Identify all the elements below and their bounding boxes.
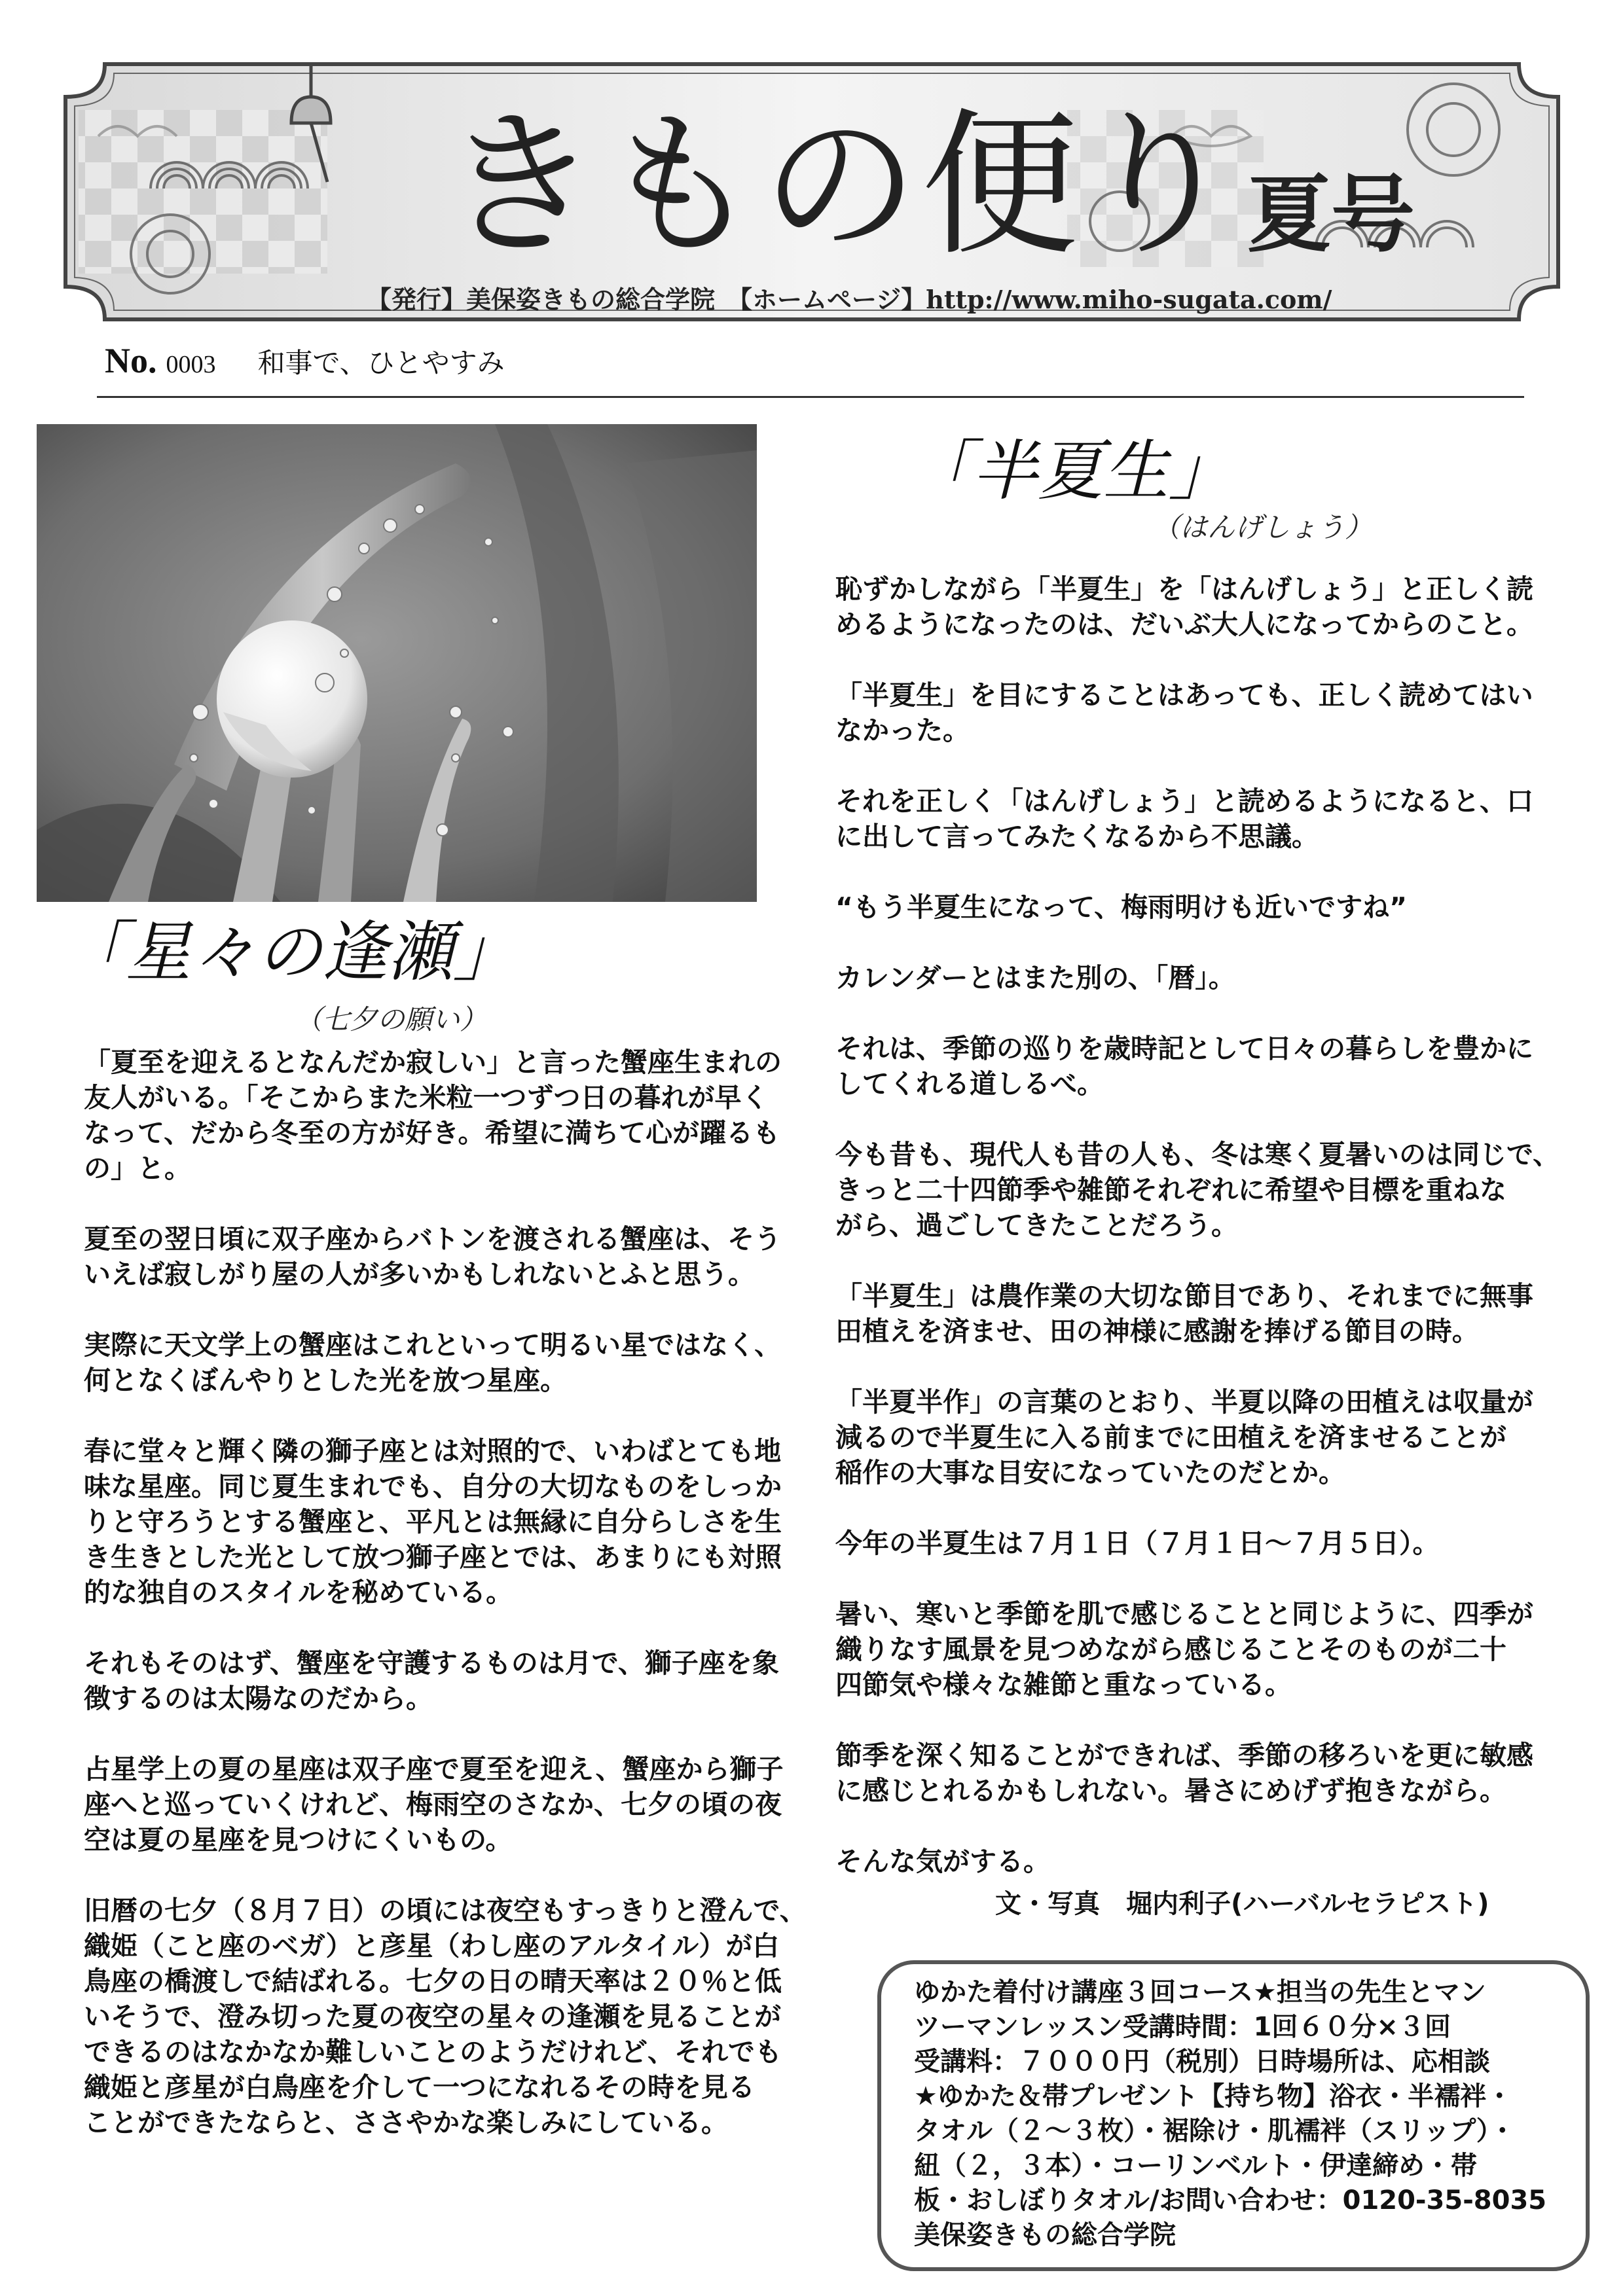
issue-number-value: 0003: [166, 351, 216, 378]
right-paragraph: 節季を深く知ることができれば、季節の移ろいを更に敏感 に感じとれるかもしれない。暑さにめげず抱きながら。: [835, 1740, 1533, 1806]
right-article-body: [835, 571, 1582, 1879]
left-paragraph: 旧暦の七夕（８月７日）の頃には夜空もすっきりと澄んで、 織姫（こと座のベガ）と彦星（わし座のアルタイル）が白 鳥座の橋渡しで結ばれる。七夕の日の晴天率は２０％と低 いそうで、澄み切った夏の夜空の星々の逢瀬を見ることが できるのはなかなか難しいことのようだけれど、それでも 織姫と彦星が白鳥座を介して一つになれるその時を見る ことができたならと、ささやかな楽しみにしている。: [84, 1895, 807, 2138]
right-paragraph: それを正しく「はんげしょう」と読めるようになると、口 に出して言ってみたくなるから不思議。: [835, 785, 1533, 852]
yukata-course-info: ゆかた着付け講座３回コース★担当の先生とマン ツーマンレッスン受講時間：1回６０分×３回 受講料：７０００円（税別）日時場所は、応相談 ★ゆかた＆帯プレゼント【持ち物】浴衣・半襦袢・ タオル（２〜３枚）・裾除け・肌襦袢（スリップ）・ 紐（２，３本）・コーリンベルト・伊達締め・帯 板・おしぼりタオル/お問い合わせ：0120-35-8035 美保姿きもの総合学院: [914, 1977, 1547, 2250]
right-paragraph: “もう半夏生になって、梅雨明けも近いですね”: [835, 891, 1408, 923]
right-paragraph: 「半夏半作」の言葉のとおり、半夏以降の田植えは収量が 減るので半夏生に入る前までに田植えを済ませることが 稲作の大事な目安になっていたのだとか。: [835, 1386, 1533, 1488]
issue-number-label: No.: [105, 341, 157, 380]
header-divider: [97, 396, 1524, 398]
right-paragraph: 「半夏生」は農作業の大切な節目であり、それまでに無事 田植えを済ませ、田の神様に感謝を捧げる節目の時。: [835, 1280, 1533, 1347]
header-banner: [59, 58, 1565, 326]
right-paragraph: そんな気がする。: [835, 1846, 1050, 1877]
left-article-body: [84, 1045, 817, 2140]
left-paragraph: 占星学上の夏の星座は双子座で夏至を迎え、蟹座から獅子 座へと巡っていくけれど、梅雨空のさなか、七夕の頃の夜 空は夏の星座を見つけにくいもの。: [84, 1753, 784, 1856]
left-paragraph: それもそのはず、蟹座を守護するものは月で、獅子座を象 徴するのは太陽なのだから。: [84, 1647, 779, 1714]
right-paragraph: カレンダーとはまた別の、「暦」。: [835, 962, 1235, 994]
author-credit: 文・写真 堀内利子(ハーバルセラピスト): [995, 1889, 1489, 1919]
newsletter-title: きもの便り: [442, 94, 1241, 277]
right-paragraph: 今年の半夏生は７月１日（７月１日〜７月５日）。: [835, 1528, 1440, 1559]
publisher-line: 【発行】美保姿きもの総合学院 【ホームページ】http://www.miho-sugata.com/: [367, 285, 1332, 314]
right-paragraph: それは、季節の巡りを歳時記として日々の暮らしを豊かに してくれる道しるべ。: [835, 1033, 1533, 1100]
right-paragraph: 今も昔も、現代人も昔の人も、冬は寒く夏暑いのは同じで、 きっと二十四節季や雑節それぞれに希望や目標を重ねな がら、過ごしてきたことだろう。: [835, 1139, 1560, 1241]
left-paragraph: 夏至の翌日頃に双子座からバトンを渡される蟹座は、そう いえば寂しがり屋の人が多いかもしれないとふと思う。: [84, 1223, 782, 1290]
photo-image: [37, 424, 757, 902]
issue-line: [105, 340, 505, 386]
dewdrop-flower-photo: [37, 424, 757, 902]
left-paragraph: 春に堂々と輝く隣の獅子座とは対照的で、いわばとても地 味な星座。同じ夏生まれでも、自分の大切なものをしっか りと守ろうとする蟹座と、平凡とは無縁に自分らしさを生 き生きとした光として放つ獅子座とでは、あまりにも対照 的な独自のスタイルを秘めている。: [84, 1435, 782, 1608]
left-article-subtitle: （七夕の願い）: [295, 1003, 488, 1035]
issue-season: 夏号: [1247, 166, 1415, 264]
right-paragraph: 「半夏生」を目にすることはあっても、正しく読めてはい なかった。: [835, 679, 1533, 746]
left-paragraph: 「夏至を迎えるとなんだか寂しい」と言った蟹座生まれの 友人がいる。「そこからまた米粒一つずつ日の暮れが早く なって、だから冬至の方が好き。希望に満ちて心が躍るも の」と。: [84, 1047, 782, 1184]
right-paragraph: 恥ずかしながら「半夏生」を「はんげしょう」と正しく読 めるようになったのは、だいぶ大人になってからのこと。: [835, 573, 1533, 640]
right-article-subtitle: （はんげしょう）: [1152, 511, 1373, 543]
left-article-title: 「星々の逢瀬」: [60, 914, 519, 990]
right-paragraph: 暑い、寒いと季節を肌で感じることと同じように、四季が 織りなす風景を見つめながら感じることそのものが二十 四節気や様々な雑節と重なっている。: [835, 1598, 1533, 1700]
issue-theme: 和事で、ひとやすみ: [257, 347, 505, 379]
right-article-title: 「半夏生」: [907, 433, 1234, 509]
left-paragraph: 実際に天文学上の蟹座はこれといって明るい星ではなく、 何となくぼんやりとした光を放つ星座。: [84, 1329, 782, 1396]
